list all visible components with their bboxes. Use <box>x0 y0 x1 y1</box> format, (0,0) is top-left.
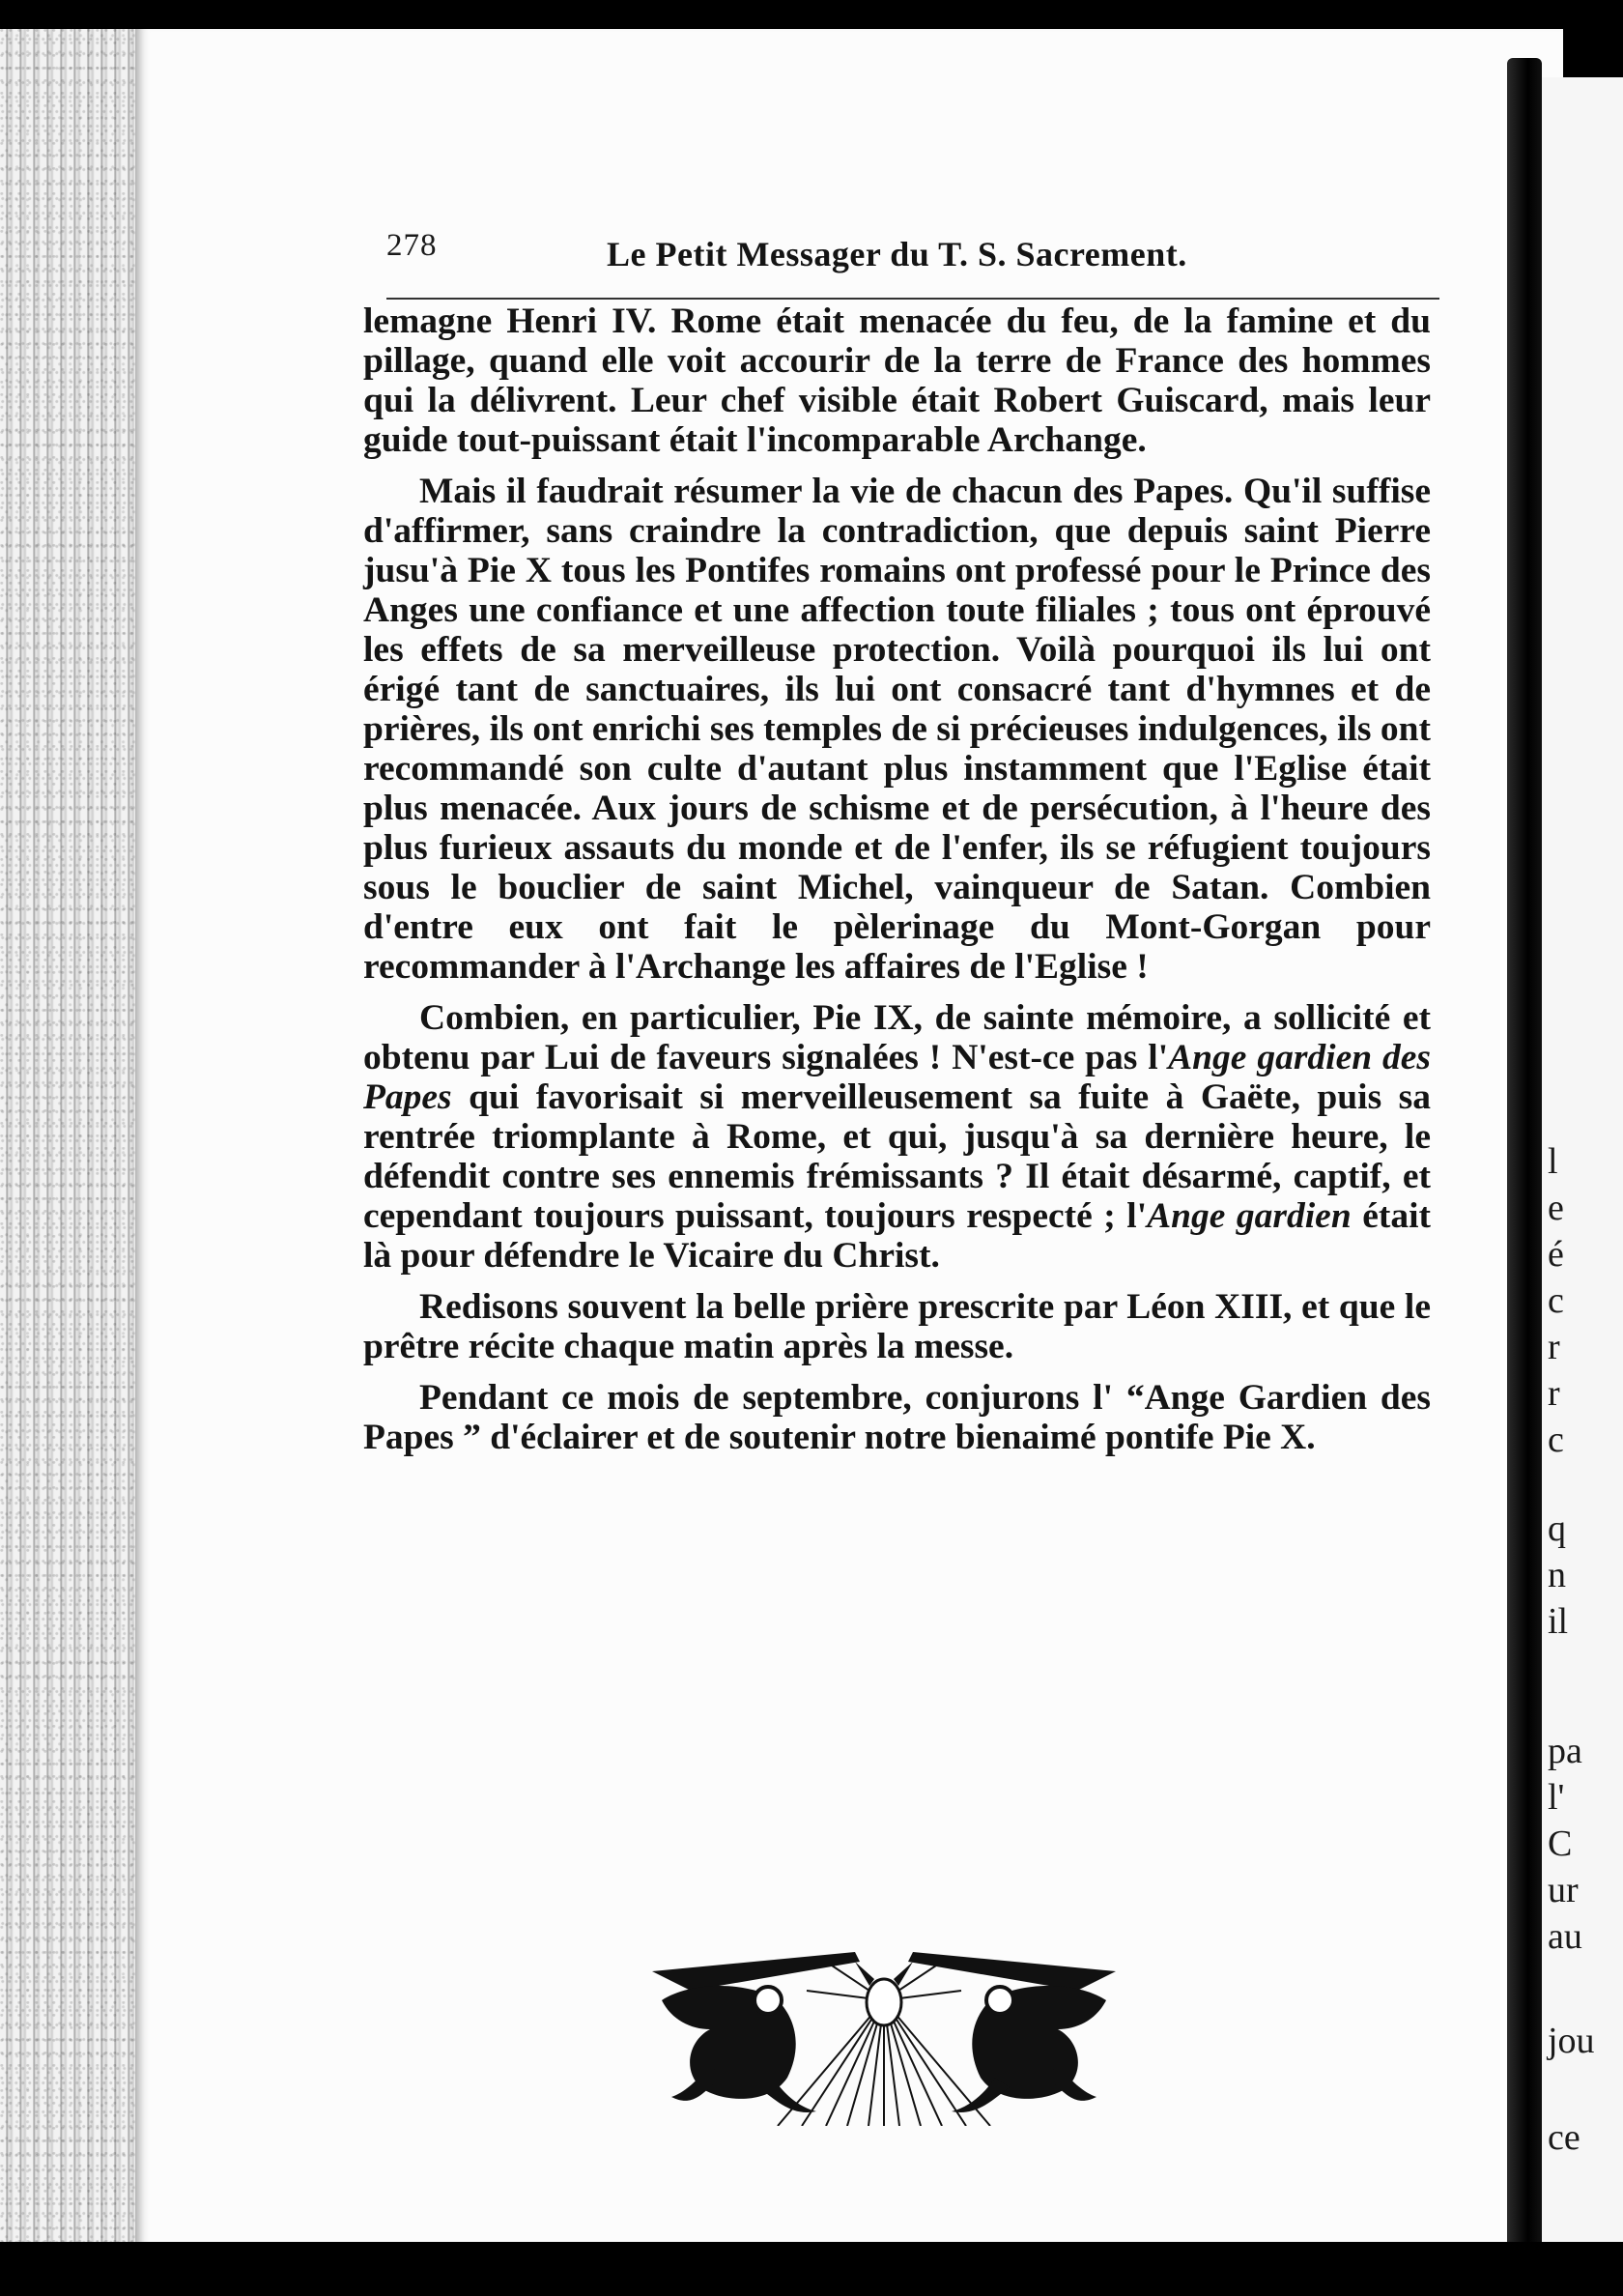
next-page-strip <box>1542 77 1623 2242</box>
paragraph: Mais il faudrait résumer la vie de chacun des Papes. Qu'il suffise d'affirmer, sans craindre la contradiction, que depuis saint Pierre jusu'à Pie X tous les Pontifes romains ont professé pour le Prince des Anges une confiance et une affection toute filiales ; tous ont éprouvé les effets de sa merveilleuse protection. Voilà pourquoi ils lui ont érigé tant de sanctuaires, ils lui ont consacré tant d'hymnes et de prières, ils ont enrichi ses temples de si précieuses indulgences, ils ont recommandé son culte d'autant plus instamment que l'Eglise était plus menacée. Aux jours de schisme et de persécution, à l'heure des plus furieux assauts du monde et de l'enfer, ils se réfugient toujours sous le bouclier de saint Michel, vainqueur de Satan. Combien d'entre eux ont fait le pèlerinage du Mont-Gorgan pour recommander à l'Archange les affaires de l'Eglise ! <box>363 472 1431 987</box>
running-title: Le Petit Messager du T. S. Sacrement. <box>607 235 1187 273</box>
next-page-fragment: c <box>1548 1280 1564 1321</box>
next-page-fragment: n <box>1548 1555 1566 1595</box>
next-page-fragment: e <box>1548 1188 1564 1228</box>
left-angel <box>652 1952 860 2112</box>
header-rule <box>386 298 1439 300</box>
next-page-fragment: l' <box>1548 1777 1565 1818</box>
next-page-fragment: é <box>1548 1234 1564 1275</box>
next-page-fragment: jou <box>1548 2021 1595 2061</box>
paragraph <box>363 998 1431 1276</box>
next-page-fragment: r <box>1548 1373 1560 1414</box>
next-page-fragment: ce <box>1548 2117 1580 2158</box>
right-angel <box>908 1952 1116 2112</box>
running-header <box>386 228 1439 278</box>
dove <box>867 1979 901 2025</box>
next-page-fragment: r <box>1548 1327 1560 1367</box>
next-page-fragment: au <box>1548 1916 1582 1957</box>
next-page-fragment: q <box>1548 1508 1566 1549</box>
next-page-fragment: c <box>1548 1420 1564 1460</box>
paragraph-text: Combien, en particulier, Pie IX, de sainte mémoire, a sollicité et obtenu par Lui de faveurs signalées ! N'est-ce pas l' <box>363 998 1431 1077</box>
next-page-fragment: l <box>1548 1141 1558 1182</box>
next-page-fragment: pa <box>1548 1731 1582 1771</box>
next-page-fragment: C <box>1548 1823 1573 1864</box>
page-number: 278 <box>386 228 438 263</box>
italic-phrase: Ange gardien <box>1147 1196 1352 1236</box>
paragraph: Pendant ce mois de septembre, conjurons l' “Ange Gardien des Papes ” d'éclairer et de soutenir notre bienaimé pontife Pie X. <box>363 1378 1431 1457</box>
book-gutter <box>1507 58 1542 2252</box>
scan-frame-bottom <box>0 2242 1623 2296</box>
italic-phrase: Ange gardien des Papes <box>363 1038 1432 1117</box>
paragraph-text: était là pour défendre le Vicaire du Christ. <box>363 1196 1431 1276</box>
ornament-angels-icon <box>633 1933 1135 2126</box>
paragraph: lemagne Henri IV. Rome était menacée du feu, de la famine et du pillage, quand elle voit accourir de la terre de France des hommes qui la délivrent. Leur chef visible était Robert Guiscard, mais leur guide tout-puissant était l'incomparable Archange. <box>363 301 1431 460</box>
body-text <box>363 301 1431 1469</box>
paragraph: Redisons souvent la belle prière prescrite par Léon XIII, et que le prêtre récite chaque matin après la messe. <box>363 1287 1431 1366</box>
next-page-fragment: ur <box>1548 1870 1579 1910</box>
paragraph-text: qui favorisait si merveilleusement sa fuite à Gaëte, puis sa rentrée triomplante à Rome, et qui, jusqu'à sa dernière heure, le défendit contre ses ennemis frémissants ? Il était désarmé, captif, et cependant toujours puissant, toujours respecté ; l' <box>363 1077 1431 1236</box>
next-page-fragment: il <box>1548 1601 1569 1642</box>
book-page-edges <box>0 29 145 2247</box>
